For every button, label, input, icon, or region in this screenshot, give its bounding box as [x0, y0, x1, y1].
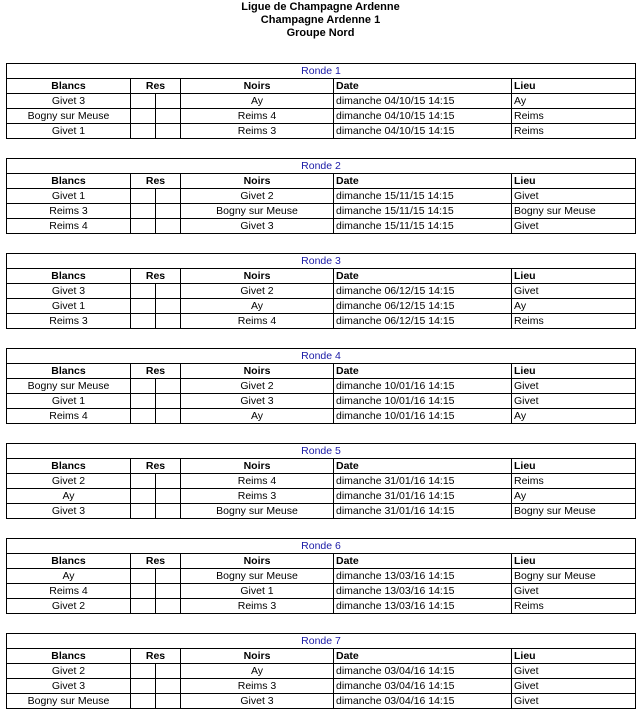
black-team-cell: Reims 3 [181, 599, 334, 614]
venue-cell: Reims [512, 314, 636, 329]
game-row [7, 379, 636, 394]
column-header-date: Date [334, 649, 512, 664]
black-team-cell: Ay [181, 299, 334, 314]
date-cell: dimanche 10/01/16 14:15 [334, 394, 512, 409]
column-header-blancs: Blancs [7, 554, 131, 569]
group-title: Groupe Nord [286, 27, 355, 39]
result-white-cell [131, 284, 156, 299]
result-white-cell [131, 664, 156, 679]
result-white-cell [131, 599, 156, 614]
result-white-cell [131, 694, 156, 709]
date-cell: dimanche 03/04/16 14:15 [334, 694, 512, 709]
black-team-cell: Reims 3 [181, 489, 334, 504]
result-black-cell [156, 409, 181, 424]
round-title: Ronde 1 [7, 64, 636, 79]
game-row [7, 599, 636, 614]
white-team-cell: Givet 2 [7, 599, 131, 614]
white-team-cell: Givet 1 [7, 299, 131, 314]
date-cell: dimanche 31/01/16 14:15 [334, 474, 512, 489]
column-header-blancs: Blancs [7, 364, 131, 379]
result-black-cell [156, 124, 181, 139]
white-team-cell: Givet 1 [7, 189, 131, 204]
white-team-cell: Bogny sur Meuse [7, 109, 131, 124]
white-team-cell: Givet 2 [7, 474, 131, 489]
column-header-noirs: Noirs [181, 269, 334, 284]
result-black-cell [156, 664, 181, 679]
venue-cell: Reims [512, 124, 636, 139]
column-header-noirs: Noirs [181, 174, 334, 189]
division-title: Champagne Ardenne 1 [260, 14, 381, 26]
game-row [7, 219, 636, 234]
column-header-blancs: Blancs [7, 174, 131, 189]
round-title: Ronde 5 [7, 444, 636, 459]
result-black-cell [156, 299, 181, 314]
result-white-cell [131, 94, 156, 109]
venue-cell: Givet [512, 664, 636, 679]
game-row [7, 314, 636, 329]
game-row [7, 489, 636, 504]
column-header-lieu: Lieu [512, 269, 636, 284]
black-team-cell: Givet 2 [181, 284, 334, 299]
result-black-cell [156, 219, 181, 234]
round-table [6, 633, 636, 709]
date-cell: dimanche 03/04/16 14:15 [334, 679, 512, 694]
column-header-res: Res [131, 174, 181, 189]
date-cell: dimanche 10/01/16 14:15 [334, 379, 512, 394]
black-team-cell: Givet 3 [181, 694, 334, 709]
result-white-cell [131, 379, 156, 394]
column-header-noirs: Noirs [181, 79, 334, 94]
game-row [7, 409, 636, 424]
venue-cell: Reims [512, 474, 636, 489]
column-header-res: Res [131, 269, 181, 284]
column-header-date: Date [334, 269, 512, 284]
round-table [6, 158, 636, 234]
black-team-cell: Givet 3 [181, 219, 334, 234]
game-row [7, 694, 636, 709]
venue-cell: Givet [512, 679, 636, 694]
white-team-cell: Reims 4 [7, 584, 131, 599]
result-white-cell [131, 219, 156, 234]
date-cell: dimanche 06/12/15 14:15 [334, 314, 512, 329]
white-team-cell: Bogny sur Meuse [7, 379, 131, 394]
venue-cell: Givet [512, 584, 636, 599]
round-table [6, 253, 636, 329]
result-white-cell [131, 299, 156, 314]
result-black-cell [156, 284, 181, 299]
column-header-date: Date [334, 554, 512, 569]
game-row [7, 109, 636, 124]
round-title: Ronde 4 [7, 349, 636, 364]
black-team-cell: Reims 4 [181, 314, 334, 329]
date-cell: dimanche 15/11/15 14:15 [334, 189, 512, 204]
white-team-cell: Reims 3 [7, 314, 131, 329]
result-white-cell [131, 584, 156, 599]
venue-cell: Givet [512, 394, 636, 409]
column-header-res: Res [131, 649, 181, 664]
column-header-lieu: Lieu [512, 554, 636, 569]
game-row [7, 94, 636, 109]
result-black-cell [156, 109, 181, 124]
date-cell: dimanche 03/04/16 14:15 [334, 664, 512, 679]
league-title: Ligue de Champagne Ardenne [241, 1, 400, 13]
result-white-cell [131, 679, 156, 694]
black-team-cell: Givet 3 [181, 394, 334, 409]
game-row [7, 679, 636, 694]
column-header-lieu: Lieu [512, 79, 636, 94]
venue-cell: Givet [512, 189, 636, 204]
column-header-blancs: Blancs [7, 649, 131, 664]
black-team-cell: Ay [181, 664, 334, 679]
column-header-blancs: Blancs [7, 459, 131, 474]
column-header-lieu: Lieu [512, 364, 636, 379]
round-table [6, 538, 636, 614]
game-row [7, 124, 636, 139]
result-white-cell [131, 314, 156, 329]
column-header-date: Date [334, 174, 512, 189]
column-header-date: Date [334, 79, 512, 94]
black-team-cell: Ay [181, 94, 334, 109]
black-team-cell: Ay [181, 409, 334, 424]
column-header-lieu: Lieu [512, 459, 636, 474]
date-cell: dimanche 31/01/16 14:15 [334, 489, 512, 504]
column-header-date: Date [334, 364, 512, 379]
date-cell: dimanche 13/03/16 14:15 [334, 599, 512, 614]
column-header-res: Res [131, 79, 181, 94]
result-white-cell [131, 504, 156, 519]
game-row [7, 394, 636, 409]
column-header-noirs: Noirs [181, 364, 334, 379]
venue-cell: Ay [512, 489, 636, 504]
date-cell: dimanche 31/01/16 14:15 [334, 504, 512, 519]
date-cell: dimanche 06/12/15 14:15 [334, 284, 512, 299]
white-team-cell: Givet 3 [7, 504, 131, 519]
column-header-date: Date [334, 459, 512, 474]
round-title: Ronde 2 [7, 159, 636, 174]
result-black-cell [156, 474, 181, 489]
black-team-cell: Bogny sur Meuse [181, 504, 334, 519]
date-cell: dimanche 13/03/16 14:15 [334, 569, 512, 584]
game-row [7, 284, 636, 299]
result-black-cell [156, 504, 181, 519]
result-black-cell [156, 379, 181, 394]
round-table [6, 443, 636, 519]
black-team-cell: Reims 4 [181, 109, 334, 124]
white-team-cell: Givet 1 [7, 124, 131, 139]
date-cell: dimanche 13/03/16 14:15 [334, 584, 512, 599]
column-header-res: Res [131, 364, 181, 379]
venue-cell: Givet [512, 219, 636, 234]
date-cell: dimanche 04/10/15 14:15 [334, 109, 512, 124]
white-team-cell: Reims 3 [7, 204, 131, 219]
result-white-cell [131, 394, 156, 409]
white-team-cell: Ay [7, 569, 131, 584]
result-white-cell [131, 109, 156, 124]
round-title: Ronde 3 [7, 254, 636, 269]
black-team-cell: Reims 3 [181, 679, 334, 694]
result-black-cell [156, 569, 181, 584]
venue-cell: Bogny sur Meuse [512, 504, 636, 519]
white-team-cell: Givet 1 [7, 394, 131, 409]
venue-cell: Ay [512, 299, 636, 314]
venue-cell: Ay [512, 409, 636, 424]
game-row [7, 569, 636, 584]
black-team-cell: Givet 2 [181, 189, 334, 204]
result-white-cell [131, 569, 156, 584]
venue-cell: Bogny sur Meuse [512, 569, 636, 584]
column-header-lieu: Lieu [512, 649, 636, 664]
result-white-cell [131, 124, 156, 139]
document-header [0, 0, 641, 40]
game-row [7, 474, 636, 489]
white-team-cell: Givet 3 [7, 94, 131, 109]
result-black-cell [156, 599, 181, 614]
white-team-cell: Bogny sur Meuse [7, 694, 131, 709]
result-white-cell [131, 489, 156, 504]
venue-cell: Bogny sur Meuse [512, 204, 636, 219]
date-cell: dimanche 04/10/15 14:15 [334, 124, 512, 139]
venue-cell: Givet [512, 694, 636, 709]
white-team-cell: Givet 3 [7, 679, 131, 694]
column-header-res: Res [131, 554, 181, 569]
game-row [7, 664, 636, 679]
column-header-res: Res [131, 459, 181, 474]
white-team-cell: Ay [7, 489, 131, 504]
column-header-blancs: Blancs [7, 79, 131, 94]
round-title: Ronde 7 [7, 634, 636, 649]
column-header-blancs: Blancs [7, 269, 131, 284]
date-cell: dimanche 15/11/15 14:15 [334, 204, 512, 219]
black-team-cell: Reims 4 [181, 474, 334, 489]
game-row [7, 204, 636, 219]
result-white-cell [131, 189, 156, 204]
result-white-cell [131, 474, 156, 489]
result-black-cell [156, 679, 181, 694]
date-cell: dimanche 04/10/15 14:15 [334, 94, 512, 109]
round-title: Ronde 6 [7, 539, 636, 554]
result-black-cell [156, 489, 181, 504]
column-header-lieu: Lieu [512, 174, 636, 189]
result-black-cell [156, 584, 181, 599]
game-row [7, 189, 636, 204]
black-team-cell: Givet 1 [181, 584, 334, 599]
result-black-cell [156, 694, 181, 709]
result-black-cell [156, 394, 181, 409]
result-black-cell [156, 314, 181, 329]
result-black-cell [156, 204, 181, 219]
venue-cell: Givet [512, 284, 636, 299]
round-table [6, 63, 636, 139]
black-team-cell: Givet 2 [181, 379, 334, 394]
date-cell: dimanche 10/01/16 14:15 [334, 409, 512, 424]
white-team-cell: Reims 4 [7, 409, 131, 424]
result-black-cell [156, 189, 181, 204]
white-team-cell: Givet 3 [7, 284, 131, 299]
game-row [7, 299, 636, 314]
column-header-noirs: Noirs [181, 459, 334, 474]
black-team-cell: Reims 3 [181, 124, 334, 139]
venue-cell: Reims [512, 599, 636, 614]
black-team-cell: Bogny sur Meuse [181, 569, 334, 584]
date-cell: dimanche 06/12/15 14:15 [334, 299, 512, 314]
column-header-noirs: Noirs [181, 649, 334, 664]
result-white-cell [131, 204, 156, 219]
date-cell: dimanche 15/11/15 14:15 [334, 219, 512, 234]
venue-cell: Ay [512, 94, 636, 109]
result-black-cell [156, 94, 181, 109]
column-header-noirs: Noirs [181, 554, 334, 569]
venue-cell: Givet [512, 379, 636, 394]
result-white-cell [131, 409, 156, 424]
black-team-cell: Bogny sur Meuse [181, 204, 334, 219]
white-team-cell: Reims 4 [7, 219, 131, 234]
game-row [7, 584, 636, 599]
white-team-cell: Givet 2 [7, 664, 131, 679]
round-table [6, 348, 636, 424]
game-row [7, 504, 636, 519]
venue-cell: Reims [512, 109, 636, 124]
